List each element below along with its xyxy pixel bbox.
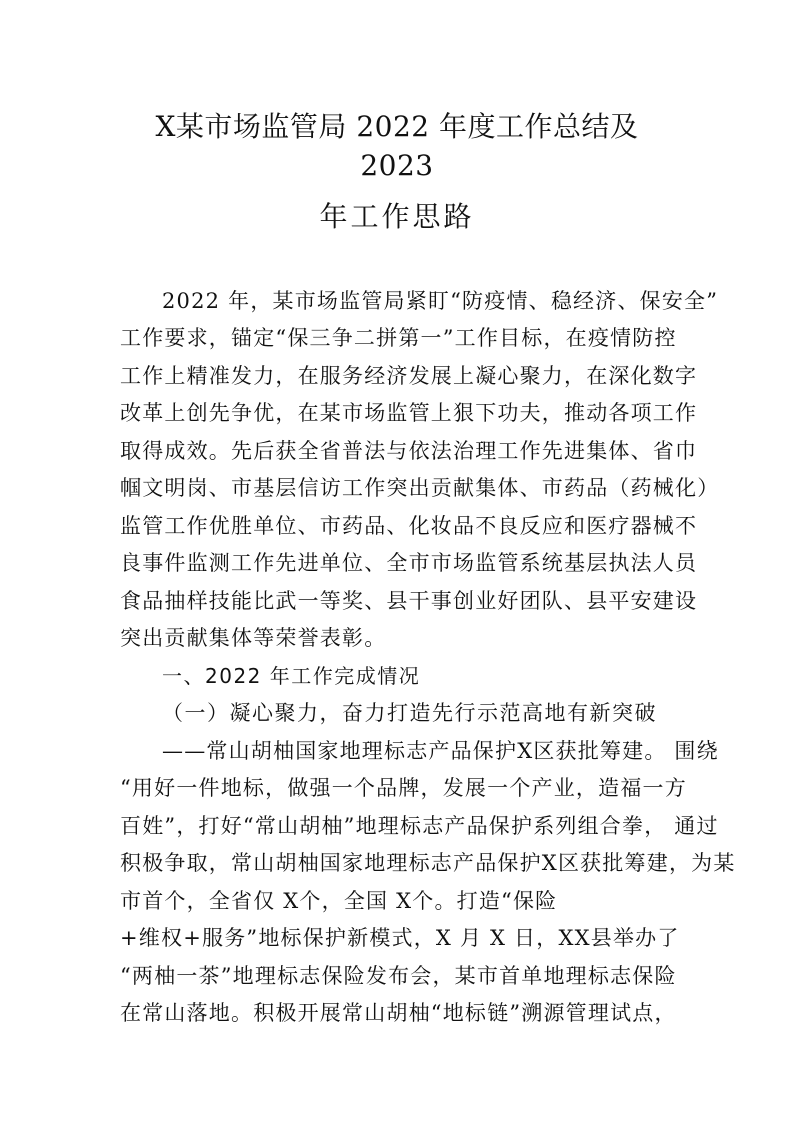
body-line-2: “用好一件地标，做强一个品牌，发展一个产业，造福一方 bbox=[120, 776, 687, 800]
document-title-line-3: 年工作思路 bbox=[319, 200, 475, 233]
intro-line-5: 取得成效。先后获全省普法与依法治理工作先进集体、省巾 bbox=[120, 439, 698, 463]
document-title-line-1: X某市场监管局 2022 年度工作总结及 bbox=[155, 110, 639, 143]
intro-line-3: 工作上精准发力，在服务经济发展上凝心聚力，在深化数字 bbox=[120, 364, 698, 388]
intro-line-8: 良事件监测工作先进单位、全市市场监管系统基层执法人员 bbox=[120, 551, 698, 575]
body-line-1: ——常山胡柚国家地理标志产品保护X区获批筹建。 围绕 bbox=[162, 739, 719, 763]
subsection-heading: （一）凝心聚力，奋力打造先行示范高地有新突破 bbox=[162, 701, 657, 725]
intro-line-10: 突出贡献集体等荣誉表彰。 bbox=[120, 626, 387, 650]
intro-line-9: 食品抽样技能比武一等奖、县干事创业好团队、县平安建设 bbox=[120, 589, 698, 613]
body-line-8: 在常山落地。积极开展常山胡柚“地标链”溯源管理试点， bbox=[120, 1001, 677, 1025]
intro-line-4: 改革上创先争优，在某市场监管上狠下功夫，推动各项工作 bbox=[120, 401, 698, 425]
intro-line-1: 2022 年，某市场监管局紧盯“防疫情、稳经济、保安全” bbox=[162, 289, 719, 313]
section-heading: 一、2022 年工作完成情况 bbox=[162, 664, 421, 688]
intro-line-6: 帼文明岗、市基层信访工作突出贡献集体、市药品（药械化） bbox=[120, 476, 720, 500]
body-line-3: 百姓”，打好“常山胡柚”地理标志产品保护系列组合拳， 通过 bbox=[120, 814, 719, 838]
body-line-5: 市首个，全省仅 X个，全国 X个。打造“保险 bbox=[120, 889, 558, 913]
intro-line-2: 工作要求，锚定“保三争二拼第一”工作目标，在疫情防控 bbox=[120, 326, 677, 350]
body-line-4: 积极争取，常山胡柚国家地理标志产品保护X区获批筹建，为某 bbox=[120, 851, 736, 875]
intro-line-7: 监管工作优胜单位、市药品、化妆品不良反应和医疗器械不 bbox=[120, 514, 698, 538]
document-title-line-2: 2023 bbox=[360, 149, 434, 182]
body-line-6: +维权+服务”地标保护新模式，X 月 X 日，XX县举办了 bbox=[120, 926, 680, 950]
body-line-7: “两柚一茶”地理标志保险发布会，某市首单地理标志保险 bbox=[120, 964, 677, 988]
